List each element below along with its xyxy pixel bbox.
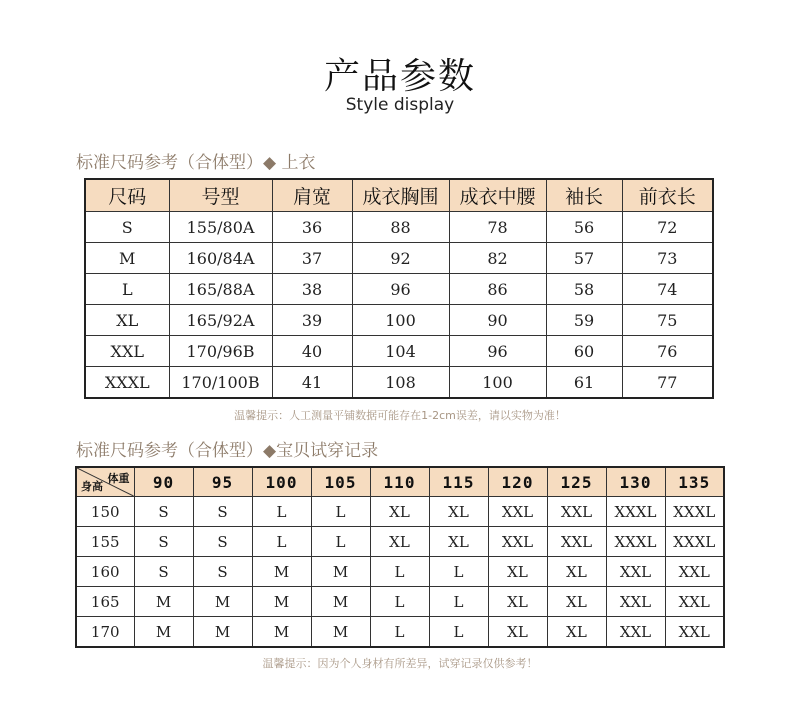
table-cell: M	[85, 243, 169, 274]
table-cell: 58	[546, 274, 622, 305]
size-cell: XL	[429, 527, 488, 557]
weight-header: 125	[547, 467, 606, 497]
size-cell: XL	[488, 557, 547, 587]
size-table-header	[85, 179, 713, 212]
table-row	[85, 243, 713, 274]
column-header: 尺码	[85, 179, 169, 212]
size-cell: XL	[547, 587, 606, 617]
size-cell: XXXL	[665, 497, 724, 527]
table-cell: 60	[546, 336, 622, 367]
measurement-note: 温馨提示：人工测量平铺数据可能存在1-2cm误差，请以实物为准！	[234, 409, 566, 422]
size-cell: XXXL	[606, 527, 665, 557]
table-row	[76, 587, 724, 617]
table-cell: 170/96B	[169, 336, 272, 367]
weight-header: 120	[488, 467, 547, 497]
table-cell: 72	[622, 212, 713, 243]
size-cell: XXL	[547, 527, 606, 557]
table-cell: 78	[449, 212, 546, 243]
size-cell: XXL	[488, 497, 547, 527]
table-cell: 155/80A	[169, 212, 272, 243]
table-row	[76, 497, 724, 527]
table-cell: 160/84A	[169, 243, 272, 274]
size-cell: L	[311, 527, 370, 557]
table-row	[85, 367, 713, 399]
size-cell: XXL	[665, 617, 724, 648]
fitting-record-table	[75, 466, 725, 648]
size-cell: XL	[370, 527, 429, 557]
size-cell: M	[311, 557, 370, 587]
size-cell: S	[134, 527, 193, 557]
size-cell: XXL	[488, 527, 547, 557]
size-cell: XXL	[606, 557, 665, 587]
size-cell: L	[429, 557, 488, 587]
size-cell: XL	[547, 557, 606, 587]
table-row	[85, 212, 713, 243]
table-cell: 100	[449, 367, 546, 399]
table-cell: XL	[85, 305, 169, 336]
page-title: 产品参数	[323, 56, 476, 97]
weight-header: 105	[311, 467, 370, 497]
table-cell: 92	[352, 243, 449, 274]
top-size-table	[84, 178, 714, 399]
table-cell: 76	[622, 336, 713, 367]
column-header: 袖长	[546, 179, 622, 212]
size-cell: XXXL	[665, 527, 724, 557]
size-cell: S	[134, 497, 193, 527]
size-cell: M	[252, 617, 311, 648]
size-cell: XL	[488, 587, 547, 617]
size-cell: XXL	[665, 557, 724, 587]
column-header: 成衣胸围	[352, 179, 449, 212]
size-cell: XL	[370, 497, 429, 527]
size-cell: M	[252, 587, 311, 617]
table-cell: 77	[622, 367, 713, 399]
weight-axis-label: 体重	[107, 472, 130, 485]
size-cell: M	[311, 617, 370, 648]
size-cell: XXL	[606, 587, 665, 617]
weight-header: 135	[665, 467, 724, 497]
column-header: 号型	[169, 179, 272, 212]
table-row	[76, 617, 724, 648]
table-cell: XXXL	[85, 367, 169, 399]
table-row	[85, 305, 713, 336]
table-cell: 61	[546, 367, 622, 399]
fitting-note: 温馨提示：因为个人身材有所差异，试穿记录仅供参考！	[262, 657, 538, 670]
size-cell: XL	[429, 497, 488, 527]
size-cell: XL	[547, 617, 606, 648]
size-cell: M	[134, 587, 193, 617]
size-cell: XL	[488, 617, 547, 648]
size-cell: L	[370, 557, 429, 587]
size-cell: XXXL	[606, 497, 665, 527]
size-cell: L	[370, 617, 429, 648]
size-cell: L	[311, 497, 370, 527]
table-cell: S	[85, 212, 169, 243]
size-cell: L	[370, 587, 429, 617]
fitting-record-heading: 标准尺码参考（合体型）◆宝贝试穿记录	[76, 441, 379, 461]
table-cell: 75	[622, 305, 713, 336]
table-cell: 104	[352, 336, 449, 367]
table-cell: 165/92A	[169, 305, 272, 336]
table-cell: 82	[449, 243, 546, 274]
table-cell: 59	[546, 305, 622, 336]
table-cell: 38	[272, 274, 352, 305]
table-cell: 100	[352, 305, 449, 336]
table-cell: 57	[546, 243, 622, 274]
size-cell: M	[252, 557, 311, 587]
table-cell: 170/100B	[169, 367, 272, 399]
size-cell: XXL	[606, 617, 665, 648]
size-cell: S	[134, 557, 193, 587]
height-cell: 160	[76, 557, 134, 587]
column-header: 成衣中腰	[449, 179, 546, 212]
height-cell: 155	[76, 527, 134, 557]
table-cell: 41	[272, 367, 352, 399]
page-subtitle: Style display	[345, 95, 455, 115]
height-axis-label: 身高	[81, 480, 103, 493]
height-cell: 170	[76, 617, 134, 648]
table-cell: 73	[622, 243, 713, 274]
size-cell: M	[311, 587, 370, 617]
table-cell: 40	[272, 336, 352, 367]
size-cell: L	[252, 527, 311, 557]
weight-header: 100	[252, 467, 311, 497]
table-cell: 165/88A	[169, 274, 272, 305]
size-cell: S	[193, 557, 252, 587]
size-cell: L	[429, 587, 488, 617]
table-cell: 96	[449, 336, 546, 367]
size-cell: M	[193, 617, 252, 648]
weight-header: 95	[193, 467, 252, 497]
table-row	[85, 274, 713, 305]
table-cell: 86	[449, 274, 546, 305]
table-cell: 96	[352, 274, 449, 305]
size-cell: L	[252, 497, 311, 527]
weight-header: 90	[134, 467, 193, 497]
table-cell: 88	[352, 212, 449, 243]
table-cell: XXL	[85, 336, 169, 367]
weight-header: 110	[370, 467, 429, 497]
size-cell: L	[429, 617, 488, 648]
table-cell: 56	[546, 212, 622, 243]
table-row	[76, 527, 724, 557]
size-cell: XXL	[547, 497, 606, 527]
table-cell: L	[85, 274, 169, 305]
weight-header: 130	[606, 467, 665, 497]
table-cell: 74	[622, 274, 713, 305]
table-cell: 36	[272, 212, 352, 243]
table-row	[85, 336, 713, 367]
size-cell: S	[193, 497, 252, 527]
size-cell: M	[134, 617, 193, 648]
column-header: 前衣长	[622, 179, 713, 212]
weight-header: 115	[429, 467, 488, 497]
table-cell: 39	[272, 305, 352, 336]
size-cell: XXL	[665, 587, 724, 617]
weight-header-row	[76, 467, 724, 497]
table-row	[76, 557, 724, 587]
size-cell: M	[193, 587, 252, 617]
table-cell: 37	[272, 243, 352, 274]
height-weight-corner-cell	[76, 467, 134, 497]
height-cell: 150	[76, 497, 134, 527]
table-cell: 108	[352, 367, 449, 399]
size-chart-heading: 标准尺码参考（合体型）◆ 上衣	[76, 153, 316, 173]
height-cell: 165	[76, 587, 134, 617]
size-cell: S	[193, 527, 252, 557]
table-cell: 90	[449, 305, 546, 336]
column-header: 肩宽	[272, 179, 352, 212]
